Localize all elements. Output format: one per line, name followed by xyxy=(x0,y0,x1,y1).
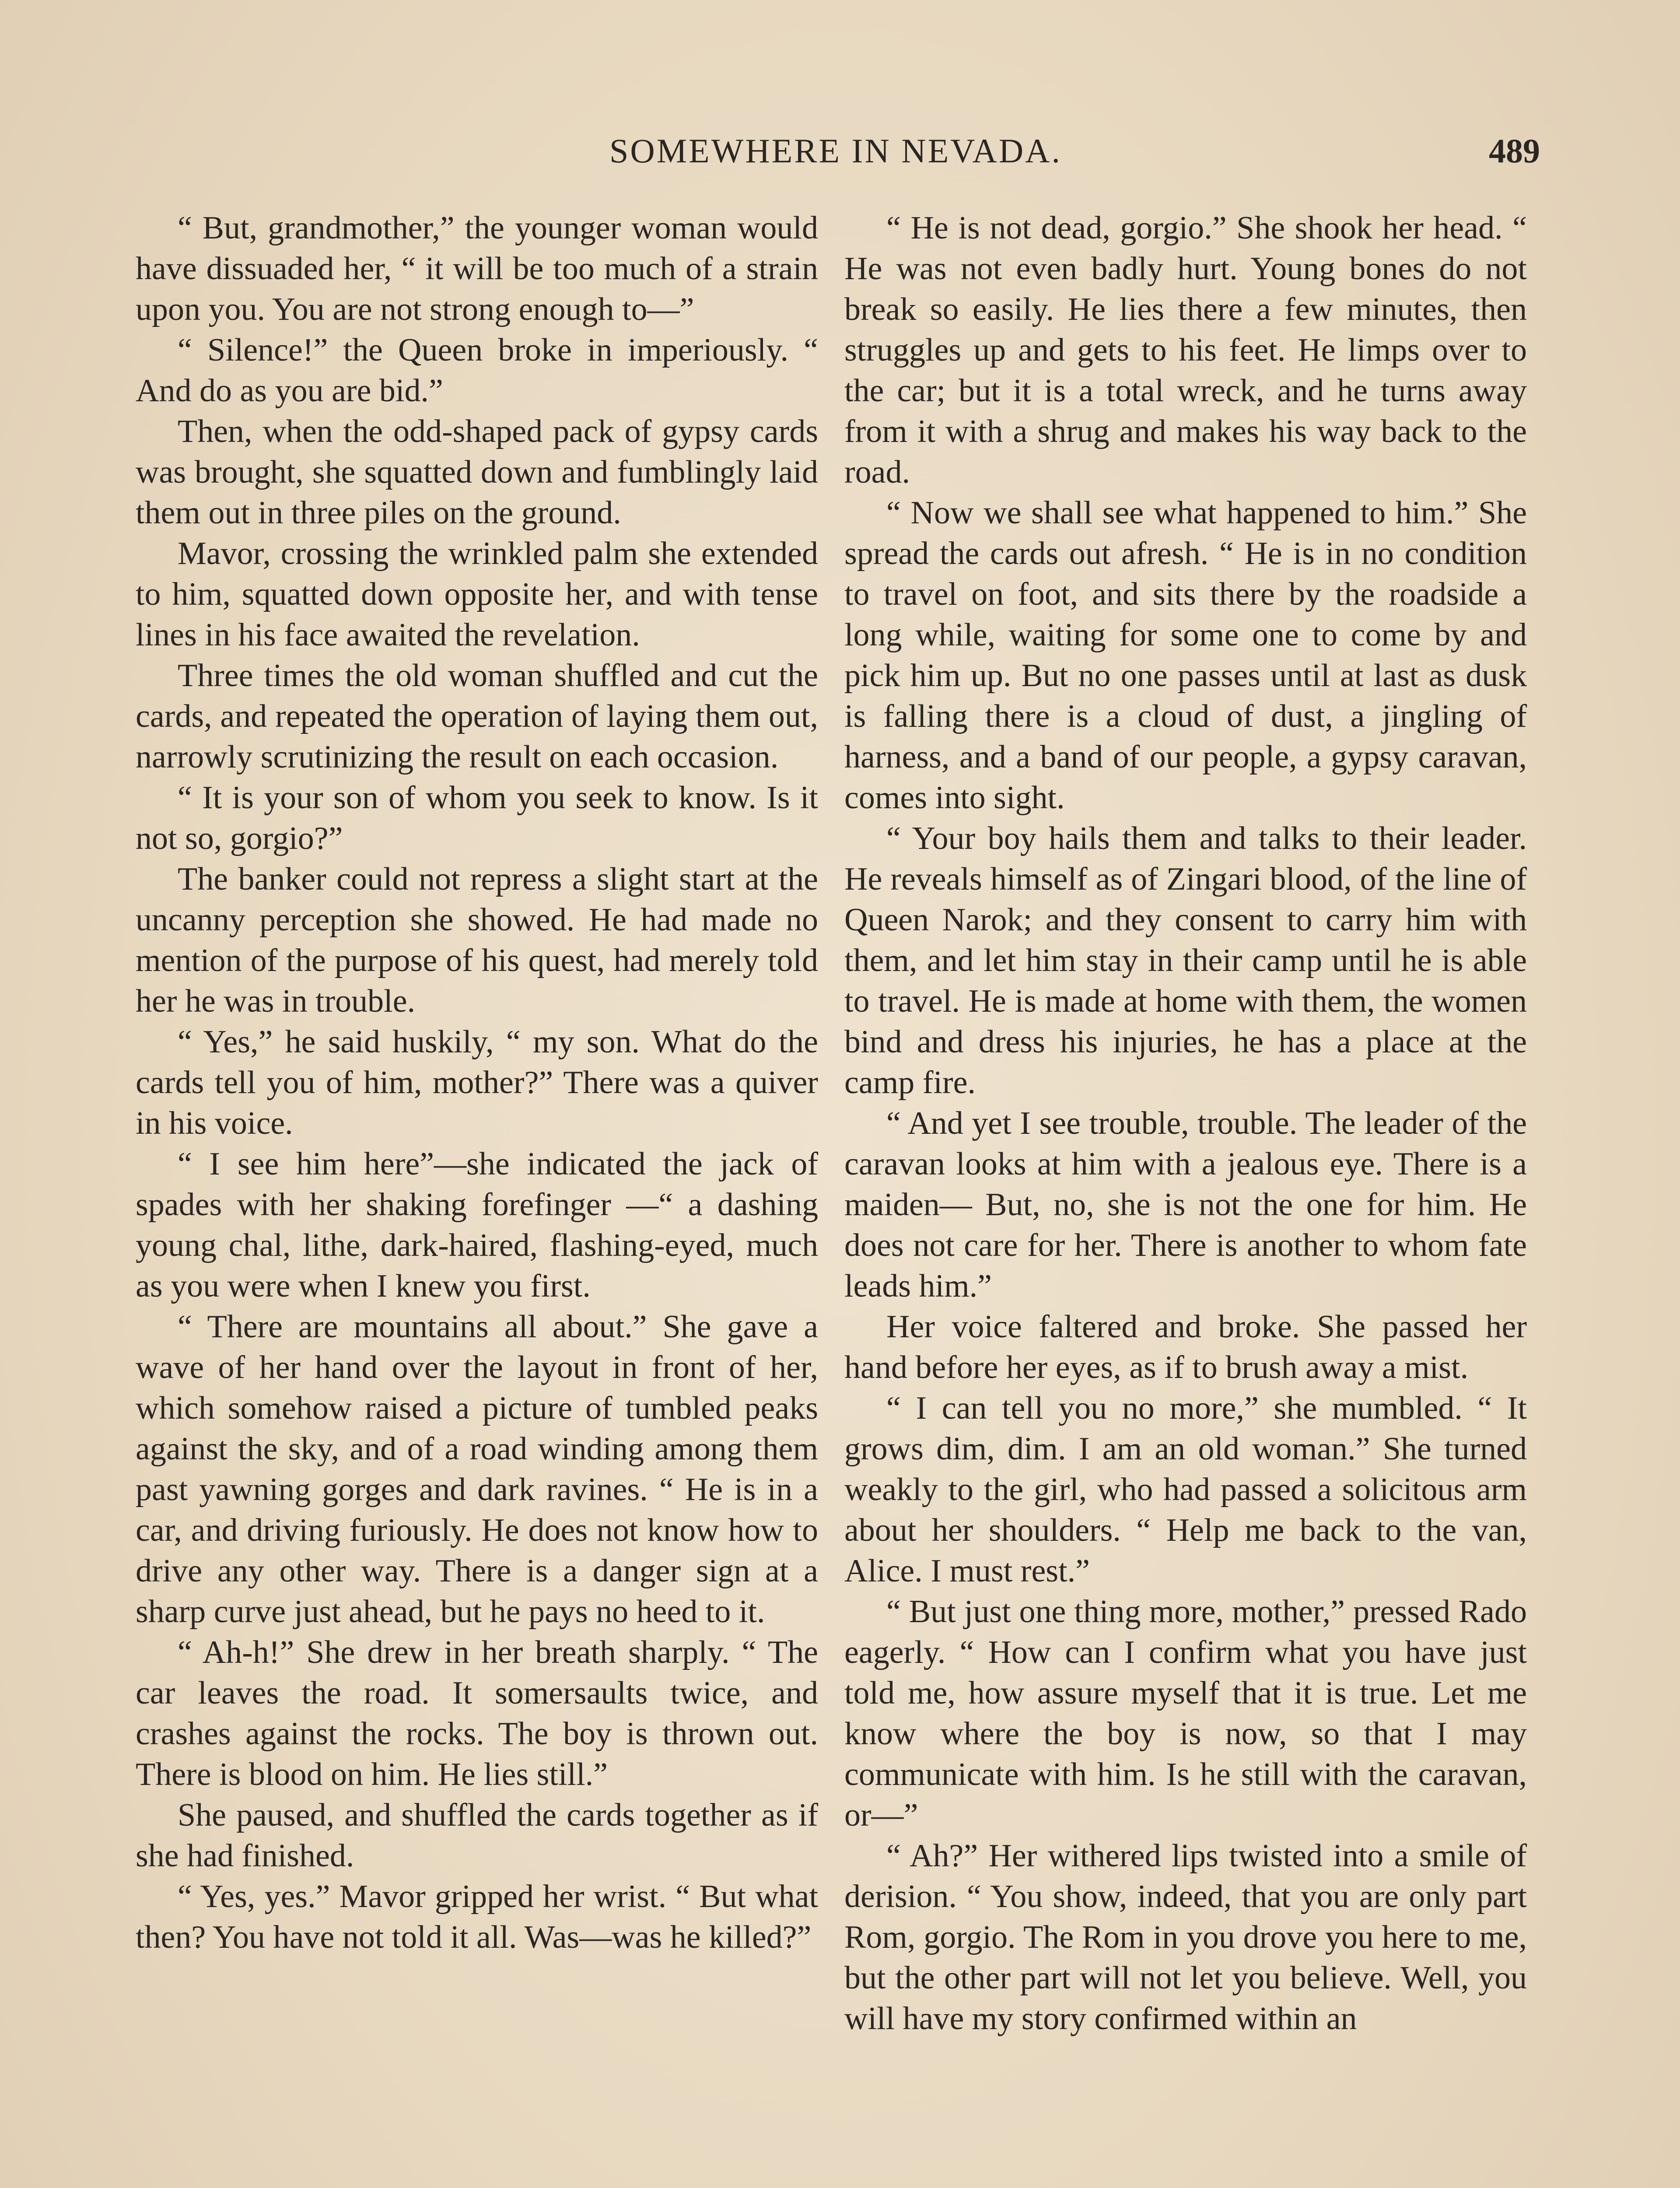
paragraph: “ Silence!” the Queen broke in imperiously. “ And do as you are bid.” xyxy=(136,332,818,409)
paragraph: “ I see him here”—she indicated the jack of spades with her shaking forefinger —“ a dashing young chal, lithe, dark-haired, flashing-eyed, much as you were when I knew you first. xyxy=(136,1146,818,1304)
paragraph: “ I can tell you no more,” she mumbled. “ It grows dim, dim. I am an old woman.” She turned weakly to the girl, who had passed a solicitous arm about her shoulders. “ Help me back to the van, Alice. I must rest.” xyxy=(844,1390,1527,1589)
paragraph: Then, when the odd-shaped pack of gypsy cards was brought, she squatted down and fumblingly laid them out in three piles on the ground. xyxy=(136,414,818,531)
paragraph: “ Ah-h!” She drew in her breath sharply. “ The car leaves the road. It somersaults twice, and crashes against the rocks. The boy is thrown out. There is blood on him. He lies still.” xyxy=(136,1634,818,1792)
paragraph: “ There are mountains all about.” She gave a wave of her hand over the layout in front of her, which somehow raised a picture of tumbled peaks against the sky, and of a road winding among them past yawning gorges and dark ravines. “ He is in a car, and driving furiously. He does not know how to drive any other way. There is a danger sign at a sharp curve just ahead, but he pays no heed to it. xyxy=(136,1309,818,1630)
paragraph: “ Yes,” he said huskily, “ my son. What do the cards tell you of him, mother?” There was a quiver in his voice. xyxy=(136,1024,818,1141)
page-header xyxy=(131,131,1540,179)
paragraph: Mavor, crossing the wrinkled palm she extended to him, squatted down opposite her, and with tense lines in his face awaited the revelation. xyxy=(136,536,818,653)
paragraph: “ He is not dead, gorgio.” She shook her head. “ He was not even badly hurt. Young bones do not break so easily. He lies there a few minutes, then struggles up and gets to his feet. He limps over to the car; but it is a total wreck, and he turns away from it with a shrug and makes his way back to the road. xyxy=(844,210,1527,490)
paragraph: “ But, grandmother,” the younger woman would have dissuaded her, “ it will be too much of a strain upon you. You are not strong enough to—” xyxy=(136,210,818,327)
left-column xyxy=(136,208,818,1958)
paragraph: Her voice faltered and broke. She passed her hand before her eyes, as if to brush away a mist. xyxy=(844,1309,1527,1385)
paragraph: “ Your boy hails them and talks to their leader. He reveals himself as of Zingari blood, of the line of Queen Narok; and they consent to carry him with them, and let him stay in their camp until he is able to travel. He is made at home with them, the women bind and dress his injuries, he has a place at the camp fire. xyxy=(844,820,1527,1101)
paragraph: Three times the old woman shuffled and cut the cards, and repeated the operation of laying them out, narrowly scrutinizing the result on each occasion. xyxy=(136,658,818,775)
paragraph: She paused, and shuffled the cards together as if she had finished. xyxy=(136,1797,818,1874)
right-column xyxy=(844,208,1527,2039)
paragraph: The banker could not repress a slight start at the uncanny perception she showed. He had made no mention of the purpose of his quest, had merely told her he was in trouble. xyxy=(136,861,818,1019)
paragraph: “ Yes, yes.” Mavor gripped her wrist. “ But what then? You have not told it all. Was—was he killed?” xyxy=(136,1879,818,1955)
paragraph: “ Ah?” Her withered lips twisted into a smile of derision. “ You show, indeed, that you are only part Rom, gorgio. The Rom in you drove you here to me, but the other part will not let you believe. Well, you will have my story confirmed within an xyxy=(844,1838,1527,2037)
paragraph: “ It is your son of whom you seek to know. Is it not so, gorgio?” xyxy=(136,780,818,856)
paragraph: “ Now we shall see what happened to him.” She spread the cards out afresh. “ He is in no condition to travel on foot, and sits there by the roadside a long while, waiting for some one to come by and pick him up. But no one passes until at last as dusk is falling there is a cloud of dust, a jingling of harness, and a band of our people, a gypsy caravan, comes into sight. xyxy=(844,495,1527,816)
page-number: 489 xyxy=(1489,132,1540,170)
running-head: SOMEWHERE IN NEVADA. xyxy=(609,132,1062,170)
paragraph: “ And yet I see trouble, trouble. The leader of the caravan looks at him with a jealous eye. There is a maiden— But, no, she is not the one for him. He does not care for her. There is another to whom fate leads him.” xyxy=(844,1105,1527,1304)
paragraph: “ But just one thing more, mother,” pressed Rado eagerly. “ How can I confirm what you have just told me, how assure myself that it is true. Let me know where the boy is now, so that I may communicate with him. Is he still with the caravan, or—” xyxy=(844,1594,1527,1833)
